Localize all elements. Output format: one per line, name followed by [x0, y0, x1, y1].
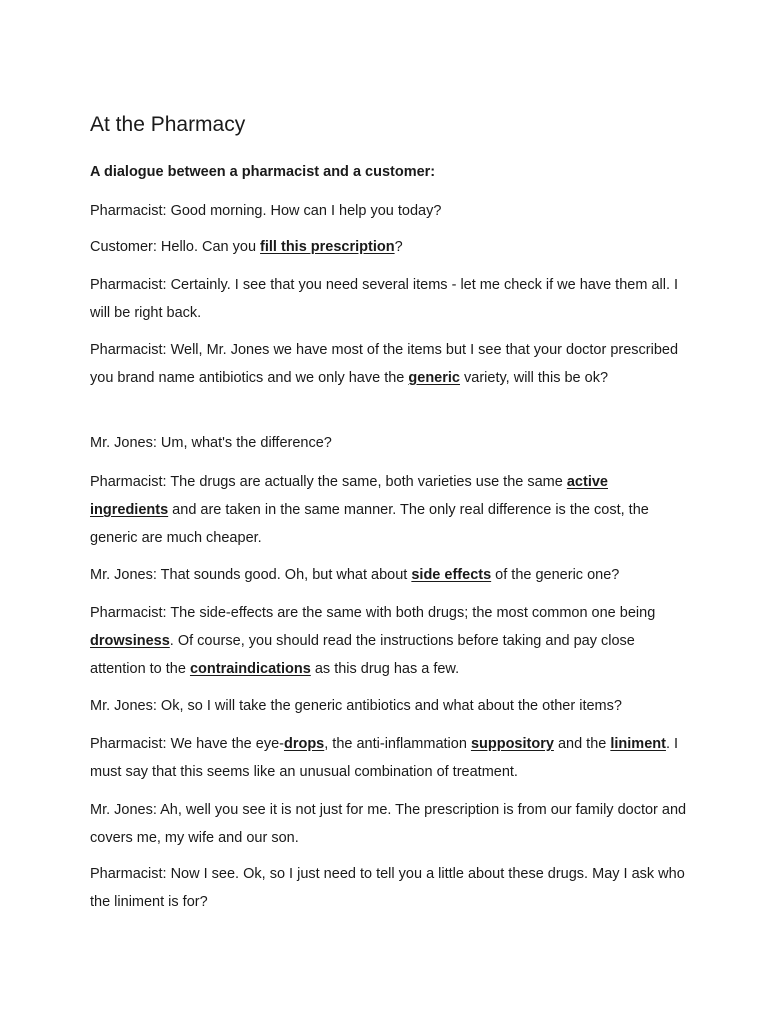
dialogue-text: Customer: Hello. Can you	[90, 239, 261, 255]
dialogue-paragraph	[90, 561, 690, 589]
dialogue-text: and the	[553, 736, 611, 752]
dialogue-text: of the generic one?	[491, 567, 620, 583]
dialogue-paragraph	[90, 336, 690, 392]
vocabulary-term: drowsiness	[90, 633, 170, 649]
dialogue-text: Pharmacist: Well, Mr. Jones we have most of the items but I see that your doctor prescribed you brand name antibiotics and we only have the	[90, 342, 679, 386]
dialogue-text: ?	[394, 239, 403, 255]
dialogue-text: Pharmacist: Good morning. How can I help you today?	[90, 203, 442, 219]
dialogue-intro: A dialogue between a pharmacist and a customer:	[90, 164, 436, 180]
dialogue-text: Pharmacist: We have the eye-	[90, 736, 284, 752]
dialogue-paragraph	[90, 271, 690, 327]
dialogue-text: Pharmacist: Now I see. Ok, so I just need to tell you a little about these drugs. May I ask who the liniment is for?	[90, 866, 685, 910]
dialogue-text: Mr. Jones: Um, what's the difference?	[90, 435, 332, 451]
dialogue-paragraph	[90, 860, 690, 916]
dialogue-paragraph	[90, 692, 690, 720]
dialogue-paragraph	[90, 796, 690, 852]
dialogue-text: Mr. Jones: That sounds good. Oh, but what about	[90, 567, 412, 583]
vocabulary-term: active ingredients	[90, 474, 608, 518]
dialogue-text: Mr. Jones: Ah, well you see it is not just for me. The prescription is from our family doctor and covers me, my wife and our son.	[90, 802, 687, 846]
dialogue-paragraph	[90, 233, 690, 261]
vocabulary-term: contraindications	[189, 661, 311, 677]
dialogue-text: Pharmacist: The side-effects are the same with both drugs; the most common one being	[90, 605, 656, 621]
dialogue-paragraph	[90, 429, 690, 457]
dialogue-paragraph	[90, 468, 690, 552]
dialogue-paragraph	[90, 599, 690, 683]
dialogue-paragraph	[90, 197, 690, 225]
vocabulary-term: side effects	[411, 567, 492, 583]
dialogue-text: Pharmacist: The drugs are actually the same, both varieties use the same	[90, 474, 567, 490]
dialogue-text: as this drug has a few.	[310, 661, 460, 677]
dialogue-paragraph	[90, 730, 690, 786]
vocabulary-term: generic	[408, 370, 460, 386]
dialogue-text: Pharmacist: Certainly. I see that you need several items - let me check if we have them all. I will be right back.	[90, 277, 679, 321]
vocabulary-term: suppository	[470, 736, 554, 752]
vocabulary-term: liniment	[610, 736, 666, 752]
dialogue-text: and are taken in the same manner. The only real difference is the cost, the generic are much cheaper.	[90, 502, 649, 546]
dialogue-text: Mr. Jones: Ok, so I will take the generic antibiotics and what about the other items?	[90, 698, 622, 714]
dialogue-text: variety, will this be ok?	[460, 370, 609, 386]
dialogue-text: , the anti-inflammation	[324, 736, 471, 752]
dialogue-text: . I must say that this seems like an unusual combination of treatment.	[90, 736, 679, 780]
document-title: At the Pharmacy	[90, 113, 246, 136]
vocabulary-term: drops	[283, 736, 325, 752]
vocabulary-term: fill this prescription	[260, 239, 395, 255]
dialogue-text: . Of course, you should read the instructions before taking and pay close attention to the	[90, 633, 635, 677]
